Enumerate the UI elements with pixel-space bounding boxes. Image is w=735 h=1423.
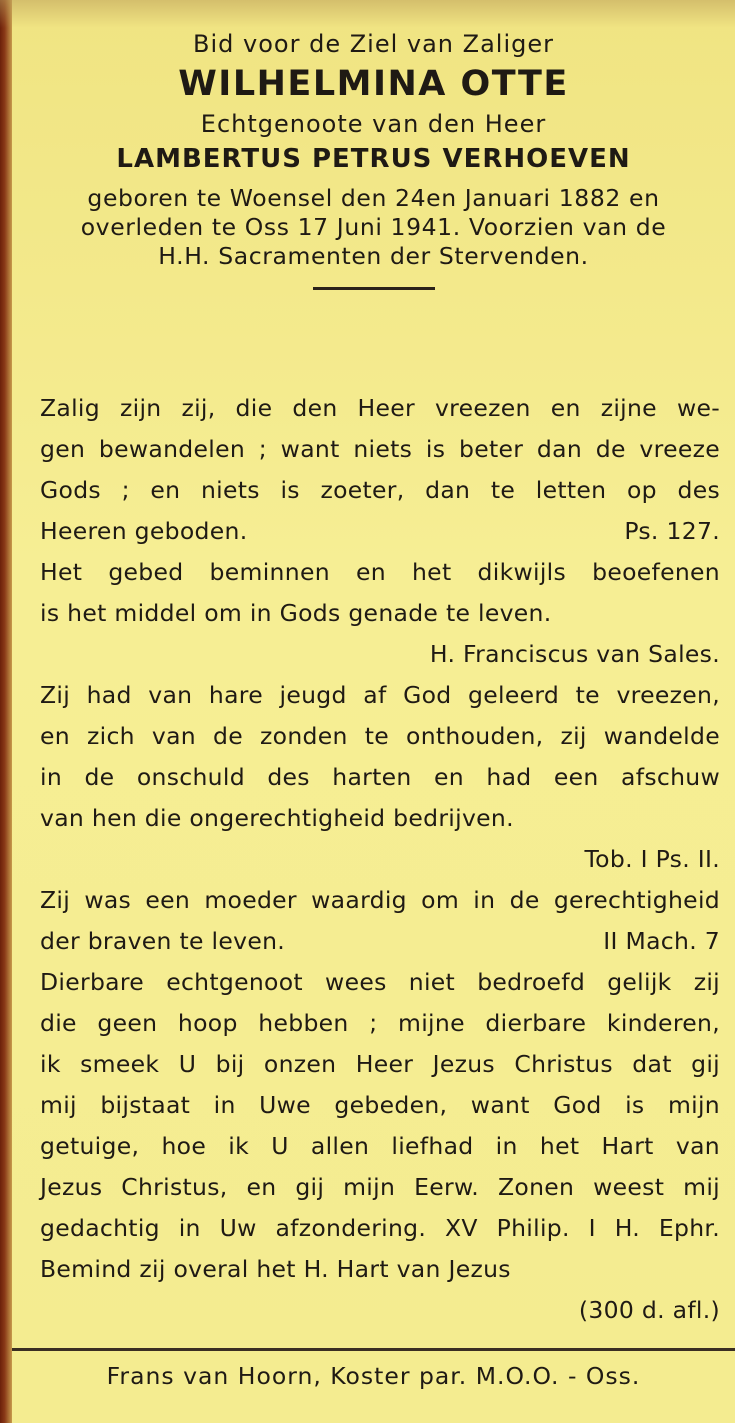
indulgence-note: (300 d. afl.) xyxy=(578,1296,720,1324)
verse-text xyxy=(40,388,720,1331)
text-line: Zij was een moeder waardig om in de gerechtigheid xyxy=(40,886,720,914)
text-line: mij bijstaat in Uwe gebeden, want God is mijn xyxy=(40,1091,720,1119)
text-line: Gods ; en niets is zoeter, dan te letten op des xyxy=(40,476,720,504)
bio-line: geboren te Woensel den 24en Januari 1882 en xyxy=(87,184,660,212)
text-segment: der braven te leven. xyxy=(40,927,286,955)
text-line: Bemind zij overal het H. Hart van Jezus xyxy=(40,1255,511,1283)
text-line: en zich van de zonden te onthouden, zij wandelde xyxy=(40,722,720,750)
paper-stain xyxy=(0,0,735,28)
text-line xyxy=(40,921,720,962)
text-line: Zalig zijn zij, die den Heer vreezen en zijne we- xyxy=(40,394,720,422)
text-line: gedachtig in Uw afzondering. XV Philip. I H. Ephr. xyxy=(40,1214,720,1242)
text-line: Jezus Christus, en gij mijn Eerw. Zonen weest mij xyxy=(40,1173,720,1201)
text-line: Zij had van hare jeugd af God geleerd te vreezen, xyxy=(40,681,720,709)
footer-rule xyxy=(12,1348,735,1351)
card-header xyxy=(12,30,735,290)
text-line: in de onschuld des harten en had een afschuw xyxy=(40,763,720,791)
citation: Tob. I Ps. II. xyxy=(584,845,720,873)
text-line: die geen hoop hebben ; mijne dierbare kinderen, xyxy=(40,1009,720,1037)
deceased-name: WILHELMINA OTTE xyxy=(178,64,569,104)
prayer-heading: Bid voor de Ziel van Zaliger xyxy=(193,30,554,58)
text-line: Dierbare echtgenoot wees niet bedroefd gelijk zij xyxy=(40,968,720,996)
spouse-intro: Echtgenoote van den Heer xyxy=(200,110,547,138)
bio-line: overleden te Oss 17 Juni 1941. Voorzien van de xyxy=(80,213,667,241)
header-separator xyxy=(313,287,435,290)
bio-line: H.H. Sacramenten der Stervenden. xyxy=(158,242,589,270)
text-line xyxy=(40,511,720,552)
text-line: gen bewandelen ; want niets is beter dan de vreeze xyxy=(40,435,720,463)
text-line: is het middel om in Gods genade te leven. xyxy=(40,599,552,627)
citation: H. Franciscus van Sales. xyxy=(429,640,720,668)
text-line: ik smeek U bij onzen Heer Jezus Christus dat gij xyxy=(40,1050,720,1078)
text-line: getuige, hoe ik U allen liefhad in het Hart van xyxy=(40,1132,720,1160)
text-line: Het gebed beminnen en het dikwijls beoefenen xyxy=(40,558,720,586)
citation: Ps. 127. xyxy=(624,517,720,545)
card-left-edge xyxy=(0,0,12,1423)
text-segment: Heeren geboden. xyxy=(40,517,248,545)
printer-credit: Frans van Hoorn, Koster par. M.O.O. - Oss. xyxy=(106,1362,641,1390)
text-line: van hen die ongerechtigheid bedrijven. xyxy=(40,804,514,832)
spouse-name: LAMBERTUS PETRUS VERHOEVEN xyxy=(116,144,631,174)
citation: II Mach. 7 xyxy=(603,927,720,955)
